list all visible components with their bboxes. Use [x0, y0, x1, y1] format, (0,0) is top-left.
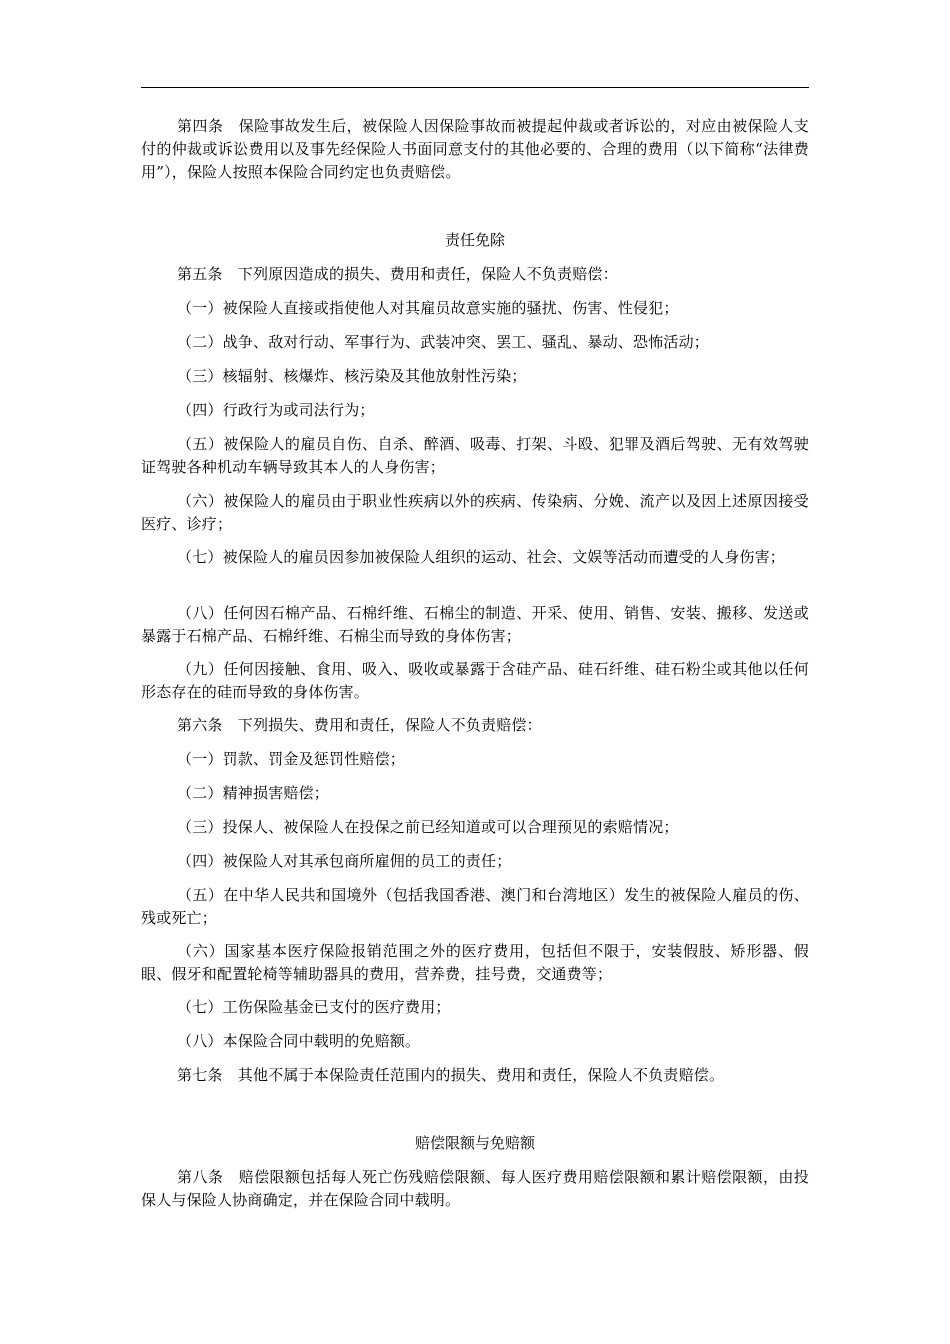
- article-5-item: （八）任何因石棉产品、石棉纤维、石棉尘的制造、开采、使用、销售、安装、搬移、发送或暴露于石棉产品、石棉纤维、石棉尘而导致的身体伤害；: [141, 604, 809, 645]
- article-7: 第七条 其他不属于本保险责任范围内的损失、费用和责任，保险人不负责赔偿。: [177, 1066, 725, 1084]
- article-6-item: （一）罚款、罚金及惩罚性赔偿；: [177, 750, 406, 768]
- article-6-item: （二）精神损害赔偿；: [177, 784, 330, 802]
- article-8: 第八条 赔偿限额包括每人死亡伤残赔偿限额、每人医疗费用赔偿限额和累计赔偿限额，由投保人与保险人协商确定，并在保险合同中载明。: [141, 1168, 809, 1209]
- article-6-item: （七）工伤保险基金已支付的医疗费用；: [177, 998, 451, 1016]
- article-5-item: （六）被保险人的雇员由于职业性疾病以外的疾病、传染病、分娩、流产以及因上述原因接受医疗、诊疗；: [141, 492, 809, 533]
- article-5-item: （四）行政行为或司法行为；: [177, 401, 375, 419]
- article-5-item: （五）被保险人的雇员自伤、自杀、醉酒、吸毒、打架、斗殴、犯罪及酒后驾驶、无有效驾驶证驾驶各种机动车辆导致其本人的人身伤害；: [141, 435, 809, 476]
- article-5-item: （九）任何因接触、食用、吸入、吸收或暴露于含硅产品、硅石纤维、硅石粉尘或其他以任何形态存在的硅而导致的身体伤害。: [141, 660, 809, 701]
- section-heading-exclusions: 责任免除: [444, 231, 505, 249]
- header-rule: [141, 87, 809, 88]
- article-6-item: （五）在中华人民共和国境外（包括我国香港、澳门和台湾地区）发生的被保险人雇员的伤、残或死亡；: [141, 886, 809, 927]
- article-5-item: （一）被保险人直接或指使他人对其雇员故意实施的骚扰、伤害、性侵犯；: [177, 299, 679, 317]
- article-5-item: （三）核辐射、核爆炸、核污染及其他放射性污染；: [177, 367, 527, 385]
- article-5-item: （二）战争、敌对行动、军事行为、武装冲突、罢工、骚乱、暴动、恐怖活动；: [177, 333, 710, 351]
- article-4: 第四条 保险事故发生后，被保险人因保险事故而被提起仲裁或者诉讼的，对应由被保险人支付的仲裁或诉讼费用以及事先经保险人书面同意支付的其他必要的、合理的费用（以下简称“法律费用”），保险人按照本保险合同约定也负责赔偿。: [141, 117, 809, 181]
- document-page: [141, 0, 809, 1344]
- article-6-item: （三）投保人、被保险人在投保之前已经知道或可以合理预见的索赔情况；: [177, 818, 679, 836]
- article-6-item: （六）国家基本医疗保险报销范围之外的医疗费用，包括但不限于，安装假肢、矫形器、假眼、假牙和配置轮椅等辅助器具的费用，营养费，挂号费，交通费等；: [141, 942, 809, 983]
- section-heading-limits: 赔偿限额与免赔额: [414, 1134, 535, 1152]
- article-5-item: （七）被保险人的雇员因参加被保险人组织的运动、社会、文娱等活动而遭受的人身伤害；: [177, 548, 786, 566]
- article-6: 第六条 下列损失、费用和责任，保险人不负责赔偿：: [177, 716, 542, 734]
- article-6-item: （四）被保险人对其承包商所雇佣的员工的责任；: [177, 852, 512, 870]
- article-6-item: （八）本保险合同中载明的免赔额。: [177, 1032, 421, 1050]
- article-5: 第五条 下列原因造成的损失、费用和责任，保险人不负责赔偿：: [177, 265, 618, 283]
